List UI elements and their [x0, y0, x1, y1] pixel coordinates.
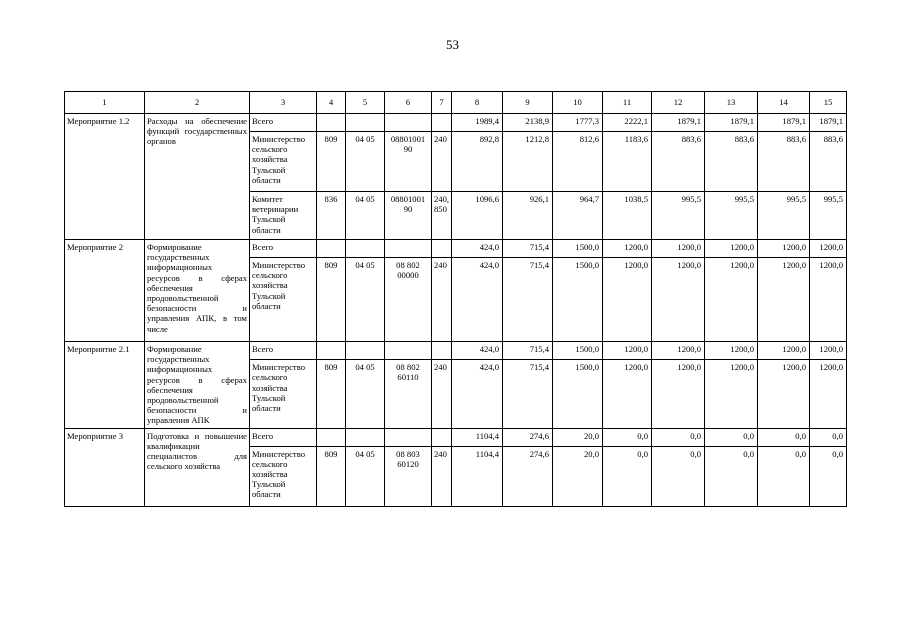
- value-cell: 1200,0: [758, 240, 810, 258]
- code-target-cell: [385, 342, 432, 360]
- value-cell: 1200,0: [603, 342, 652, 360]
- code-type-cell: [432, 114, 452, 132]
- header-cell: 15: [810, 92, 847, 114]
- header-cell: 5: [346, 92, 385, 114]
- code-type-cell: 240: [432, 446, 452, 506]
- value-cell: 926,1: [503, 192, 553, 240]
- header-cell: 10: [553, 92, 603, 114]
- value-cell: 883,6: [810, 132, 847, 192]
- value-cell: 1879,1: [758, 114, 810, 132]
- code-section-cell: 04 05: [346, 360, 385, 429]
- code-section-cell: [346, 114, 385, 132]
- value-cell: 1200,0: [705, 240, 758, 258]
- value-cell: 0,0: [810, 446, 847, 506]
- header-cell: 11: [603, 92, 652, 114]
- value-cell: 1200,0: [603, 360, 652, 429]
- code-section-cell: [346, 342, 385, 360]
- value-cell: 0,0: [810, 428, 847, 446]
- code-type-cell: [432, 342, 452, 360]
- description-cell: Подготовка и повышение квалификации специалистов для сельского хозяйства: [145, 428, 250, 506]
- header-cell: 3: [250, 92, 317, 114]
- value-cell: 1104,4: [452, 428, 503, 446]
- value-cell: 1777,3: [553, 114, 603, 132]
- value-cell: 1104,4: [452, 446, 503, 506]
- value-cell: 1500,0: [553, 258, 603, 342]
- value-cell: 883,6: [758, 132, 810, 192]
- value-cell: 20,0: [553, 428, 603, 446]
- code-grbs-cell: [317, 428, 346, 446]
- description-cell: Расходы на обеспечение функций государственных органов: [145, 114, 250, 240]
- value-cell: 0,0: [758, 428, 810, 446]
- executor-cell: Министерство сельского хозяйства Тульской области: [250, 360, 317, 429]
- value-cell: 424,0: [452, 240, 503, 258]
- code-target-cell: 08801001 90: [385, 192, 432, 240]
- value-cell: 1500,0: [553, 360, 603, 429]
- value-cell: 812,6: [553, 132, 603, 192]
- code-target-cell: 08 802 00000: [385, 258, 432, 342]
- value-cell: 274,6: [503, 446, 553, 506]
- value-cell: 274,6: [503, 428, 553, 446]
- value-cell: 2222,1: [603, 114, 652, 132]
- value-cell: 1200,0: [705, 258, 758, 342]
- code-target-cell: 08801001 90: [385, 132, 432, 192]
- value-cell: 1500,0: [553, 240, 603, 258]
- measure-cell: Мероприятие 3: [65, 428, 145, 506]
- value-cell: 1989,4: [452, 114, 503, 132]
- value-cell: 1879,1: [705, 114, 758, 132]
- value-cell: 964,7: [553, 192, 603, 240]
- value-cell: 0,0: [705, 428, 758, 446]
- value-cell: 1200,0: [758, 360, 810, 429]
- description-cell: Формирование государственных информационных ресурсов в сферах обеспечения продовольственной безопасности и управления АПК: [145, 342, 250, 429]
- code-section-cell: 04 05: [346, 132, 385, 192]
- value-cell: 1200,0: [810, 240, 847, 258]
- code-type-cell: 240: [432, 360, 452, 429]
- code-type-cell: 240, 850: [432, 192, 452, 240]
- value-cell: 892,8: [452, 132, 503, 192]
- value-cell: 1212,8: [503, 132, 553, 192]
- header-cell: 12: [652, 92, 705, 114]
- value-cell: 883,6: [652, 132, 705, 192]
- value-cell: 424,0: [452, 360, 503, 429]
- header-cell: 7: [432, 92, 452, 114]
- code-grbs-cell: [317, 240, 346, 258]
- code-target-cell: [385, 428, 432, 446]
- value-cell: 1096,6: [452, 192, 503, 240]
- header-cell: 4: [317, 92, 346, 114]
- value-cell: 1200,0: [603, 240, 652, 258]
- code-type-cell: 240: [432, 258, 452, 342]
- executor-cell: Министерство сельского хозяйства Тульской области: [250, 132, 317, 192]
- value-cell: 0,0: [758, 446, 810, 506]
- budget-table: [64, 91, 847, 507]
- table-row: [65, 428, 847, 446]
- executor-cell: Комитет ветеринарии Тульской области: [250, 192, 317, 240]
- value-cell: 715,4: [503, 240, 553, 258]
- code-grbs-cell: 809: [317, 258, 346, 342]
- header-cell: 9: [503, 92, 553, 114]
- value-cell: 715,4: [503, 342, 553, 360]
- value-cell: 20,0: [553, 446, 603, 506]
- header-cell: 6: [385, 92, 432, 114]
- code-type-cell: [432, 428, 452, 446]
- value-cell: 1038,5: [603, 192, 652, 240]
- value-cell: 424,0: [452, 342, 503, 360]
- value-cell: 0,0: [652, 446, 705, 506]
- executor-cell: Всего: [250, 342, 317, 360]
- code-section-cell: 04 05: [346, 192, 385, 240]
- code-type-cell: 240: [432, 132, 452, 192]
- table-row: [65, 342, 847, 360]
- executor-cell: Всего: [250, 114, 317, 132]
- code-type-cell: [432, 240, 452, 258]
- code-grbs-cell: [317, 114, 346, 132]
- value-cell: 1200,0: [705, 342, 758, 360]
- executor-cell: Всего: [250, 240, 317, 258]
- value-cell: 1200,0: [652, 342, 705, 360]
- code-grbs-cell: 836: [317, 192, 346, 240]
- value-cell: 715,4: [503, 360, 553, 429]
- value-cell: 1200,0: [810, 342, 847, 360]
- value-cell: 1200,0: [705, 360, 758, 429]
- value-cell: 0,0: [705, 446, 758, 506]
- code-target-cell: [385, 240, 432, 258]
- header-cell: 14: [758, 92, 810, 114]
- code-grbs-cell: 809: [317, 132, 346, 192]
- header-row: [65, 92, 847, 114]
- measure-cell: Мероприятие 1.2: [65, 114, 145, 240]
- code-target-cell: 08 803 60120: [385, 446, 432, 506]
- value-cell: 2138,9: [503, 114, 553, 132]
- executor-cell: Министерство сельского хозяйства Тульской области: [250, 446, 317, 506]
- value-cell: 0,0: [603, 428, 652, 446]
- value-cell: 1200,0: [810, 360, 847, 429]
- description-cell: Формирование государственных информационных ресурсов в сферах обеспечения продовольственной безопасности и управления АПК, в том числе: [145, 240, 250, 342]
- value-cell: 1200,0: [810, 258, 847, 342]
- header-cell: 13: [705, 92, 758, 114]
- value-cell: 1200,0: [652, 240, 705, 258]
- code-grbs-cell: [317, 342, 346, 360]
- value-cell: 995,5: [758, 192, 810, 240]
- header-cell: 1: [65, 92, 145, 114]
- value-cell: 1200,0: [652, 360, 705, 429]
- table-row: [65, 240, 847, 258]
- value-cell: 0,0: [652, 428, 705, 446]
- page-number: 53: [446, 37, 459, 52]
- table-row: [65, 114, 847, 132]
- value-cell: 883,6: [705, 132, 758, 192]
- code-section-cell: [346, 428, 385, 446]
- value-cell: 995,5: [810, 192, 847, 240]
- table-body: [65, 92, 847, 507]
- value-cell: 1200,0: [758, 342, 810, 360]
- code-grbs-cell: 809: [317, 360, 346, 429]
- value-cell: 995,5: [705, 192, 758, 240]
- measure-cell: Мероприятие 2: [65, 240, 145, 342]
- value-cell: 715,4: [503, 258, 553, 342]
- code-target-cell: [385, 114, 432, 132]
- code-section-cell: 04 05: [346, 446, 385, 506]
- code-grbs-cell: 809: [317, 446, 346, 506]
- value-cell: 1879,1: [652, 114, 705, 132]
- value-cell: 1200,0: [652, 258, 705, 342]
- value-cell: 995,5: [652, 192, 705, 240]
- executor-cell: Всего: [250, 428, 317, 446]
- value-cell: 1200,0: [758, 258, 810, 342]
- code-section-cell: 04 05: [346, 258, 385, 342]
- value-cell: 1500,0: [553, 342, 603, 360]
- code-target-cell: 08 802 60110: [385, 360, 432, 429]
- value-cell: 0,0: [603, 446, 652, 506]
- code-section-cell: [346, 240, 385, 258]
- value-cell: 424,0: [452, 258, 503, 342]
- value-cell: 1879,1: [810, 114, 847, 132]
- value-cell: 1200,0: [603, 258, 652, 342]
- header-cell: 8: [452, 92, 503, 114]
- executor-cell: Министерство сельского хозяйства Тульской области: [250, 258, 317, 342]
- measure-cell: Мероприятие 2.1: [65, 342, 145, 429]
- header-cell: 2: [145, 92, 250, 114]
- value-cell: 1183,6: [603, 132, 652, 192]
